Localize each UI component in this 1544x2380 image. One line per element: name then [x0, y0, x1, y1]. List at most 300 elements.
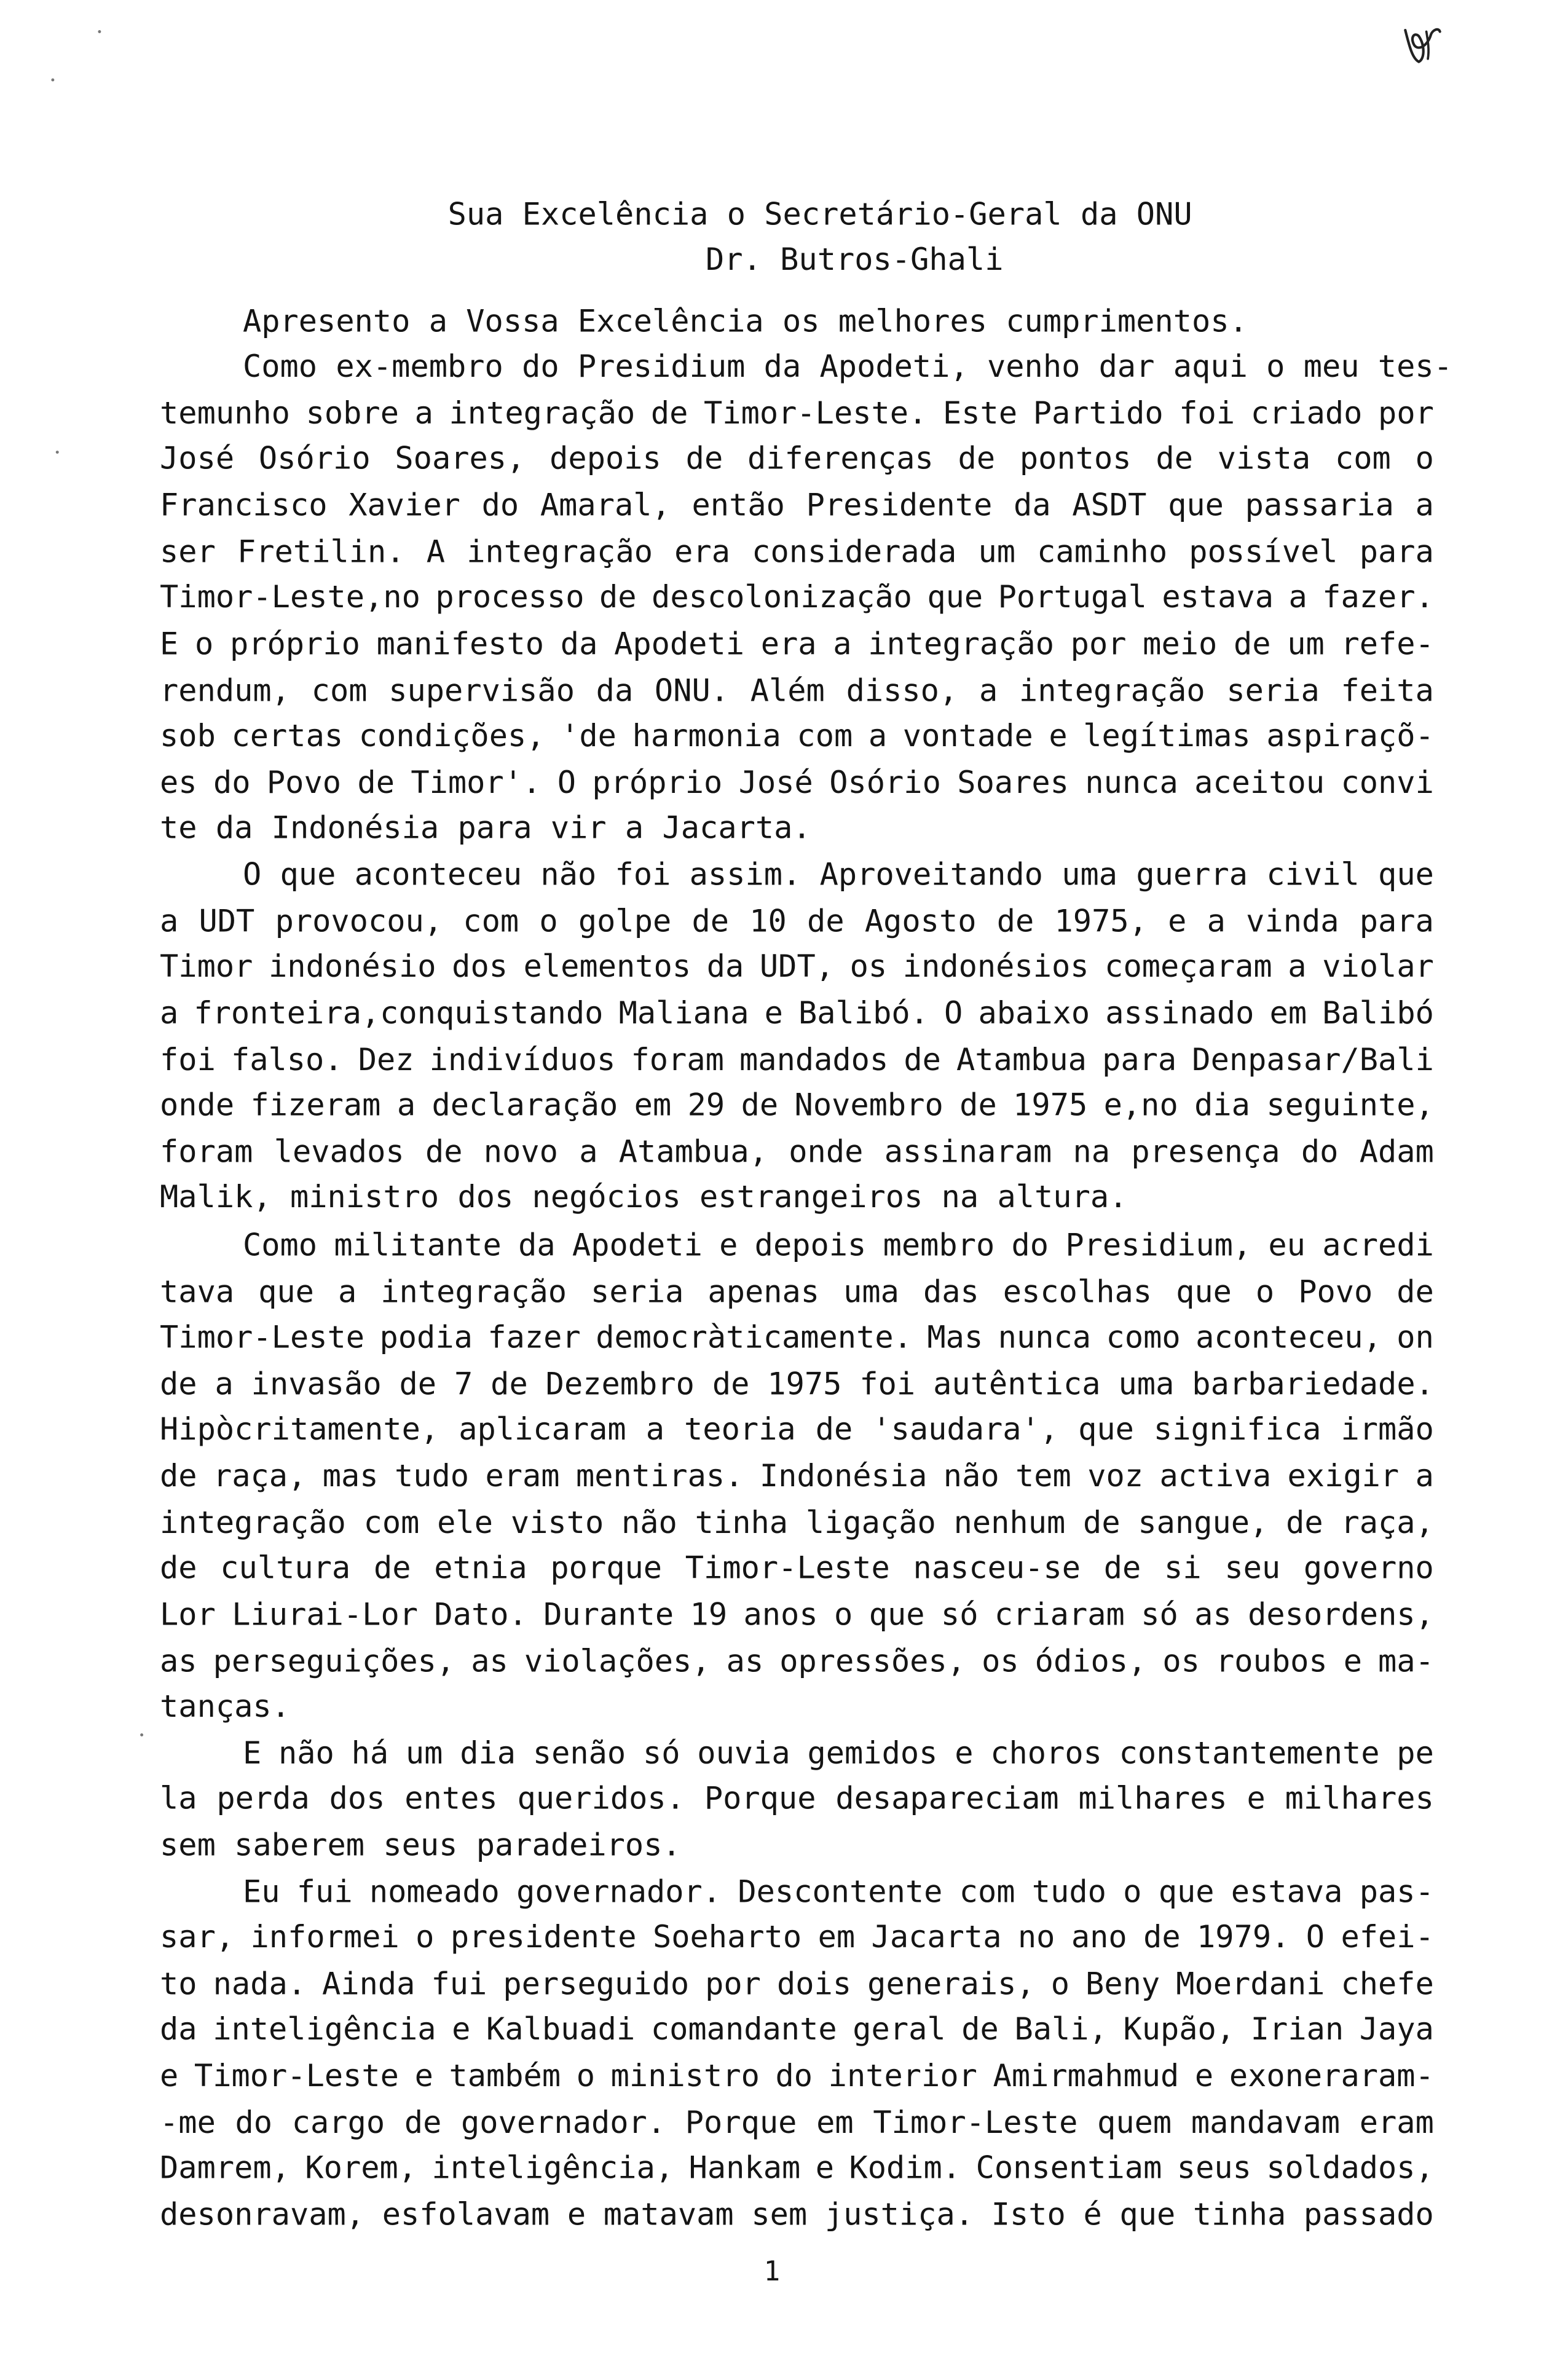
word: onde — [789, 1133, 864, 1170]
text-line: Dr. Butros-Ghali — [706, 241, 1004, 278]
word: Presidium, — [1065, 1227, 1252, 1263]
word: Balibó — [1322, 995, 1434, 1031]
word: Timor-Leste — [160, 1318, 365, 1355]
word: do — [481, 487, 519, 523]
word: que — [1378, 856, 1434, 892]
word: entes — [404, 1780, 498, 1816]
word: mandados — [739, 1041, 889, 1078]
word: as — [726, 1642, 764, 1679]
text-line — [160, 2011, 1434, 2047]
word: Presidente — [806, 487, 993, 523]
word: declaração — [431, 1087, 618, 1123]
word: Consentiam — [975, 2149, 1162, 2186]
word: do — [235, 2104, 273, 2141]
word: anos — [743, 1596, 818, 1633]
text-line — [160, 487, 1434, 523]
word: dia — [1194, 1087, 1250, 1123]
word: elementos — [523, 948, 691, 985]
word: da — [596, 672, 634, 709]
word: disso, — [846, 672, 958, 709]
word: há — [351, 1735, 389, 1771]
word: que — [280, 856, 336, 892]
word: de — [160, 1549, 197, 1586]
word: ser — [160, 534, 216, 570]
word: pe — [1396, 1735, 1434, 1771]
word: e — [1194, 2057, 1214, 2094]
word: eram — [485, 1457, 560, 1494]
text-line — [160, 1087, 1434, 1123]
word: UDT — [199, 902, 255, 939]
text-line — [160, 1274, 1434, 1310]
word: podia — [379, 1318, 473, 1355]
word: com — [959, 1874, 1015, 1910]
word: democràticamente. — [596, 1318, 912, 1355]
word: Apodeti — [614, 625, 745, 662]
word: escolhas — [1002, 1274, 1152, 1310]
word: Dezembro — [545, 1365, 695, 1402]
word: e — [764, 995, 783, 1031]
text-line — [160, 717, 1434, 754]
word: tinha — [695, 1504, 789, 1541]
word: integração — [467, 534, 653, 570]
word: activa — [1159, 1457, 1272, 1494]
word: integração — [868, 625, 1054, 662]
word: guerra — [1136, 856, 1248, 892]
word: a — [414, 395, 433, 431]
word: roubos — [1216, 1642, 1328, 1679]
word: levados — [274, 1133, 404, 1170]
word: cargo — [291, 2104, 385, 2141]
word: a — [1415, 1457, 1434, 1494]
word: o — [1050, 1965, 1070, 2002]
word: Soeharto — [652, 1918, 802, 1955]
word: considerada — [752, 534, 957, 570]
word: Balibó. — [798, 995, 929, 1031]
word: de — [373, 1549, 411, 1586]
word: quem — [1097, 2104, 1172, 2141]
word: a — [645, 1411, 665, 1448]
word: constantemente — [1119, 1735, 1380, 1771]
word: ma- — [1378, 1642, 1434, 1679]
text-line: Apresento a Vossa Excelência os melhores cumprimentos. — [242, 302, 1248, 339]
word: sem — [751, 2196, 808, 2232]
word: nunca — [998, 1318, 1092, 1355]
word: senão — [532, 1735, 626, 1771]
text-line: Como ex-membro do Presidium da Apodeti, venho dar aqui o meu tes- — [242, 348, 1452, 385]
word: e — [160, 2057, 179, 2094]
word: Amaral, — [540, 487, 671, 523]
text-line — [160, 1596, 1434, 1633]
word: Osório — [258, 440, 371, 476]
word: Ainda — [322, 1965, 416, 2002]
word: vontade — [902, 717, 1033, 754]
word: que — [927, 578, 983, 615]
word: depois — [549, 440, 661, 476]
word: Aproveitando — [819, 856, 1043, 892]
word: ministro — [610, 2057, 760, 2094]
word: desordens, — [1248, 1596, 1434, 1633]
word: si — [1164, 1549, 1202, 1586]
word: a — [833, 625, 852, 662]
word: o — [834, 1596, 853, 1633]
text-line — [160, 1643, 1434, 1679]
word: próprio — [229, 625, 360, 662]
word: a — [396, 1087, 416, 1123]
word: a — [160, 902, 179, 939]
word: de — [399, 1365, 437, 1402]
word: to — [160, 1965, 197, 2002]
word: harmonia — [632, 717, 781, 754]
word: choros — [990, 1735, 1102, 1771]
word: dos — [329, 1780, 385, 1816]
word: fui — [431, 1965, 487, 2002]
word: e — [719, 1227, 738, 1263]
word: seus — [1176, 2149, 1251, 2186]
word: onde — [160, 1087, 235, 1123]
text-line: te da Indonésia para vir a Jacarta. — [160, 809, 811, 846]
text-line — [160, 626, 1434, 662]
word: criado — [1250, 395, 1363, 431]
text-line — [160, 1319, 1434, 1355]
word: ele — [437, 1504, 494, 1541]
word: Amirmahmud — [993, 2057, 1180, 2094]
word: de — [160, 1457, 197, 1494]
word: fazer — [487, 1318, 581, 1355]
word: de — [958, 440, 996, 476]
word: José — [738, 764, 813, 801]
word: não — [540, 856, 597, 892]
word: a — [579, 1133, 598, 1170]
word: da — [518, 1227, 556, 1263]
text-line — [243, 1874, 1434, 1910]
word: esfolavam — [382, 2196, 550, 2232]
text-line — [243, 856, 1434, 892]
word: sobre — [305, 395, 399, 431]
word: dois — [776, 1965, 852, 2002]
word: Descontente — [738, 1874, 943, 1910]
word: integração — [160, 1504, 346, 1541]
word: violar — [1322, 948, 1434, 985]
word: tem — [1015, 1457, 1071, 1494]
word: Moerdani — [1176, 1965, 1325, 2002]
word: Isto — [991, 2196, 1066, 2232]
word: e — [452, 2011, 471, 2047]
word: indonésios — [902, 948, 1089, 985]
word: um — [405, 1735, 443, 1771]
word: soldados, — [1266, 2149, 1434, 2186]
word: perda — [216, 1780, 310, 1816]
word: comandante — [650, 2011, 837, 2047]
word: presidente — [450, 1918, 637, 1955]
word: aplicaram — [459, 1411, 626, 1448]
word: seria — [591, 1274, 684, 1310]
word: on — [1396, 1318, 1434, 1355]
word: -me — [160, 2104, 216, 2141]
word: o — [1123, 1874, 1142, 1910]
word: os — [849, 948, 888, 985]
word: e — [955, 1735, 974, 1771]
word: significa — [1153, 1411, 1321, 1448]
word: fui — [296, 1874, 353, 1910]
word: Kodim. — [849, 2149, 961, 2186]
word: Porque — [704, 1780, 816, 1816]
word: o — [539, 902, 558, 939]
word: a — [1415, 487, 1434, 523]
word: assim. — [689, 856, 802, 892]
word: desapareciam — [835, 1780, 1059, 1816]
word: E — [242, 1735, 262, 1771]
word: condições, — [358, 717, 545, 754]
word: tudo — [394, 1457, 470, 1494]
word: A — [426, 534, 446, 570]
word: feita — [1341, 672, 1434, 709]
text-line — [160, 1966, 1434, 2002]
word: indonésio — [269, 948, 436, 985]
word: Partido — [1033, 395, 1164, 431]
word: para — [1359, 534, 1434, 570]
word: criaram — [994, 1596, 1125, 1633]
text-line — [160, 1919, 1434, 1955]
word: Jacarta — [871, 1918, 1002, 1955]
word: Timor-Leste — [685, 1549, 890, 1586]
handwritten-initials-mark — [1396, 18, 1448, 69]
word: Hankam — [688, 2149, 801, 2186]
word: justiça. — [824, 2196, 974, 2232]
word: de — [691, 902, 730, 939]
word: do — [775, 2057, 813, 2094]
word: mas — [322, 1457, 379, 1494]
text-line — [160, 2104, 1434, 2140]
word: o — [576, 2057, 596, 2094]
word: Timor'. — [411, 764, 542, 801]
word: da — [1014, 487, 1051, 523]
word: teoria — [684, 1411, 796, 1448]
word: membro — [883, 1227, 995, 1263]
word: falso. — [230, 1041, 343, 1078]
word: assinado — [1105, 995, 1254, 1031]
word: 1979. — [1197, 1918, 1290, 1955]
word: Além — [750, 672, 825, 709]
word: Jaya — [1359, 2011, 1434, 2047]
word: civil — [1266, 856, 1360, 892]
word: diferenças — [747, 440, 934, 476]
word: não — [621, 1504, 677, 1541]
word: nomeado — [369, 1874, 500, 1910]
word: Bali, — [1014, 2011, 1108, 2047]
word: Kupão, — [1123, 2011, 1235, 2047]
word: a — [160, 995, 179, 1031]
word: cultura — [220, 1549, 351, 1586]
word: para — [1359, 902, 1434, 939]
word: que — [258, 1274, 314, 1310]
word: foi — [160, 1041, 216, 1078]
word: Soares, — [395, 440, 526, 476]
word: de — [961, 2011, 999, 2047]
word: só — [940, 1596, 979, 1633]
word: então — [691, 487, 785, 523]
word: militante — [334, 1227, 502, 1263]
word: a — [1288, 948, 1307, 985]
word: Durante — [543, 1596, 674, 1633]
word: das — [923, 1274, 979, 1310]
word: nasceu-se — [913, 1549, 1081, 1586]
word: em — [816, 2104, 854, 2141]
word: vista — [1217, 440, 1311, 476]
word: as — [471, 1642, 508, 1679]
word: barbariedade. — [1192, 1365, 1434, 1402]
word: tinha — [1192, 2196, 1286, 2232]
word: com — [311, 672, 368, 709]
word: aspiraçõ- — [1266, 717, 1434, 754]
word: seu — [1224, 1549, 1281, 1586]
word: aconteceu, — [1195, 1318, 1382, 1355]
word: de — [1286, 1504, 1323, 1541]
word: que — [1176, 1274, 1232, 1310]
text-line — [160, 995, 1434, 1031]
word: informei — [250, 1918, 400, 1955]
word: seguinte, — [1266, 1087, 1434, 1123]
word: seria — [1226, 672, 1320, 709]
word: inteligência — [213, 2011, 436, 2047]
word: Povo — [1298, 1274, 1373, 1310]
word: raça, — [213, 1457, 307, 1494]
word: convi — [1341, 764, 1434, 801]
word: de — [599, 578, 637, 615]
word: a — [979, 672, 998, 709]
word: porque — [550, 1549, 663, 1586]
word: por — [1070, 625, 1127, 662]
word: foi — [1179, 395, 1235, 431]
word: uma — [1118, 1365, 1175, 1402]
word: mentiras. — [575, 1457, 744, 1494]
word: interior — [828, 2057, 977, 2094]
word: fazer. — [1322, 578, 1434, 615]
word: Dato. — [434, 1596, 527, 1633]
word: não — [943, 1457, 999, 1494]
word: Agosto — [864, 902, 977, 939]
word: de — [815, 1411, 853, 1448]
word: com — [363, 1504, 420, 1541]
word: Timor-Leste — [873, 2104, 1078, 2141]
text-line — [160, 764, 1434, 800]
word: do — [1011, 1227, 1049, 1263]
text-line — [160, 2057, 1434, 2094]
word: Lor — [160, 1596, 216, 1633]
word: 7 — [454, 1365, 473, 1402]
word: novo — [483, 1133, 558, 1170]
word: provocou, — [275, 902, 443, 939]
word: depois — [754, 1227, 867, 1263]
word: pas- — [1359, 1874, 1434, 1910]
word: gemidos — [807, 1735, 938, 1771]
word: Povo — [266, 764, 342, 801]
word: Este — [942, 395, 1018, 431]
word: ligação — [805, 1504, 936, 1541]
word: em — [817, 1918, 856, 1955]
text-line — [160, 1133, 1434, 1170]
page-number: 1 — [763, 2256, 781, 2288]
word: o — [1415, 440, 1434, 476]
word: e — [567, 2196, 586, 2232]
word: as — [1194, 1596, 1232, 1633]
word: 1975 — [767, 1365, 842, 1402]
word: foi — [859, 1365, 916, 1402]
word: Francisco — [160, 487, 328, 523]
word: certas — [231, 717, 344, 754]
word: que — [1168, 487, 1224, 523]
text-line — [160, 2149, 1434, 2186]
word: UDT, — [759, 948, 835, 985]
word: tudo — [1031, 1874, 1106, 1910]
word: etnia — [434, 1549, 527, 1586]
word: Xavier — [349, 487, 460, 523]
word: 'de — [561, 717, 616, 754]
text-line — [243, 1735, 1434, 1771]
word: Atambua, — [618, 1133, 768, 1170]
word: raça, — [1341, 1504, 1434, 1541]
word: de — [1083, 1504, 1121, 1541]
word: indivíduos — [429, 1041, 616, 1078]
text-line — [160, 2196, 1434, 2232]
word: fizeram — [250, 1087, 381, 1123]
word: Denpasar/Bali — [1192, 1041, 1434, 1078]
word: com — [1334, 440, 1391, 476]
word: nenhum — [953, 1504, 1066, 1541]
text-line: tanças. — [160, 1688, 290, 1725]
word: Adam — [1359, 1133, 1434, 1170]
word: geral — [853, 2011, 946, 2047]
word: de — [425, 1133, 463, 1170]
word: como — [1106, 1318, 1181, 1355]
word: de — [904, 1041, 941, 1078]
word: Fretilin. — [237, 534, 405, 570]
word: milhares — [1285, 1780, 1434, 1816]
word: O — [944, 995, 963, 1031]
word: Timor — [160, 948, 253, 985]
word: aceitou — [1194, 764, 1325, 801]
word: de — [1396, 1274, 1434, 1310]
word: Damrem, — [160, 2149, 290, 2186]
word: o — [1255, 1274, 1275, 1310]
word: de — [404, 2104, 442, 2141]
word: de — [1233, 625, 1271, 662]
text-line — [160, 534, 1434, 570]
word: foi — [615, 856, 671, 892]
word: Korem, — [305, 2149, 417, 2186]
word: perseguido — [503, 1965, 690, 2002]
word: processo — [435, 578, 585, 615]
word: 10 — [749, 902, 787, 939]
word: violações, — [524, 1642, 711, 1679]
word: de — [996, 902, 1034, 939]
word: Hipòcritamente, — [160, 1411, 439, 1448]
word: caminho — [1037, 534, 1168, 570]
word: da — [706, 948, 744, 985]
word: José — [160, 440, 235, 476]
word: nunca — [1085, 764, 1178, 801]
word: estava — [1231, 1874, 1343, 1910]
word: ASDT — [1072, 487, 1147, 523]
text-line — [160, 579, 1434, 615]
word: apenas — [707, 1274, 820, 1310]
word: e — [1168, 902, 1187, 939]
word: assinaram — [884, 1133, 1052, 1170]
word: vinda — [1246, 902, 1339, 939]
word: meio — [1143, 625, 1218, 662]
word: a — [215, 1365, 234, 1402]
word: do — [213, 764, 251, 801]
word: Mas — [927, 1318, 983, 1355]
